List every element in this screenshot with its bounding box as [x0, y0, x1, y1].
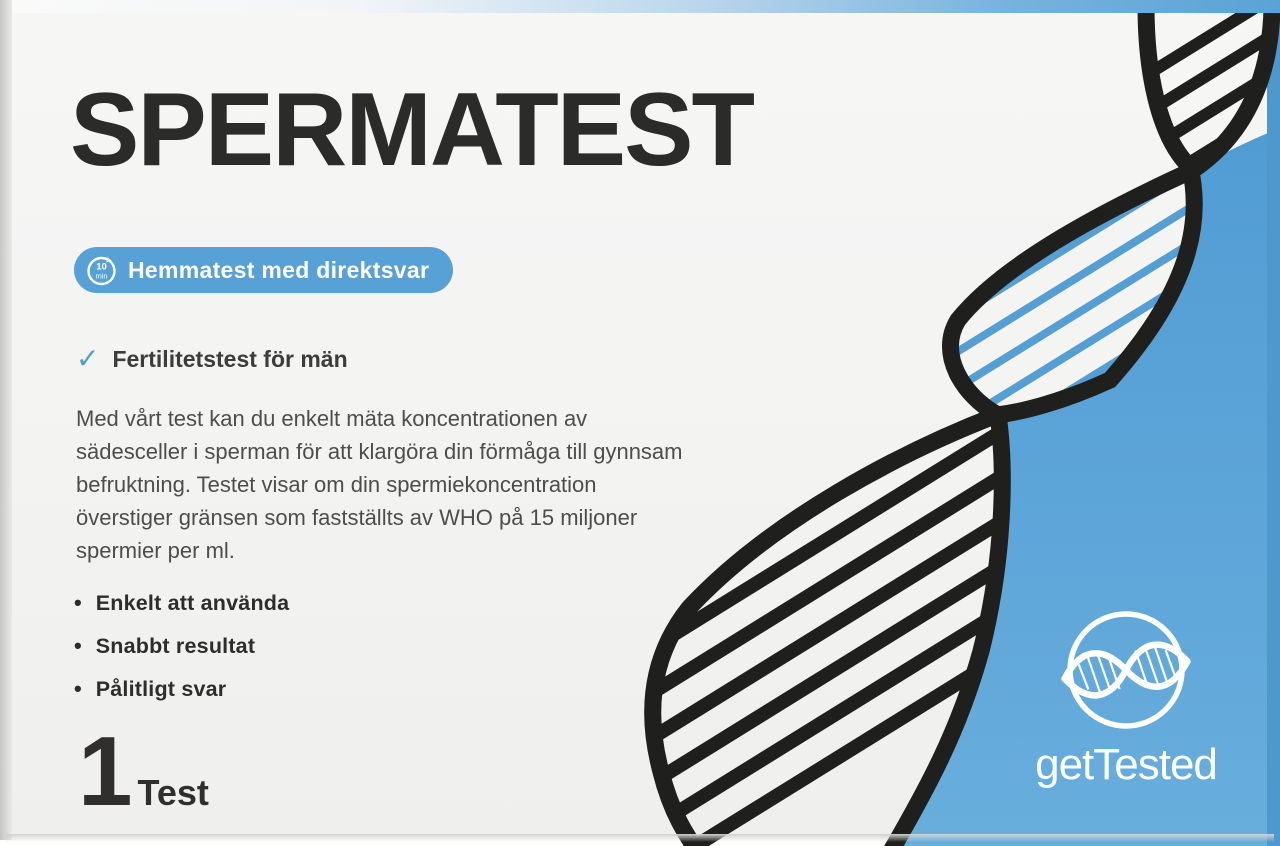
brand-wordmark: getTested [1035, 740, 1217, 789]
box-bottom-shadow [6, 834, 1274, 842]
svg-text:10: 10 [96, 261, 107, 272]
feature-item: • Pålitligt svar [74, 676, 227, 701]
bullet-icon: • [74, 676, 82, 701]
timer-icon [85, 254, 118, 287]
product-subtitle [76, 345, 348, 373]
product-description: Med vårt test kan du enkelt mäta koncentrationen av sädesceller i sperman för att klargöra din förmåga till gynnsam befruktning. Testet visar om din spermiekoncentration överstiger gränsen som fastställts av WHO på 15 miljoner spermier per ml. [76, 406, 683, 563]
feature-badge [74, 247, 453, 293]
bullet-icon: • [74, 590, 82, 615]
product-title: SPERMATEST [70, 72, 754, 188]
feature-item: • Snabbt resultat [74, 633, 256, 658]
dna-circle-icon [1058, 608, 1194, 738]
subtitle-text: Fertilitetstest för män [112, 345, 348, 372]
test-count-number: 1 [78, 716, 133, 826]
bullet-icon: • [74, 633, 82, 658]
test-count [78, 716, 209, 826]
svg-text:min: min [95, 271, 108, 280]
badge-label: Hemmatest med direktsvar [128, 256, 430, 283]
test-count-unit: Test [137, 772, 209, 813]
box-right-edge [1267, 13, 1280, 846]
feature-item: • Enkelt att använda [74, 590, 290, 615]
box-left-edge [0, 0, 12, 840]
check-icon: ✓ [76, 343, 100, 374]
feature-list [74, 590, 289, 719]
box-top-edge [0, 0, 1280, 13]
brand-logo-block [1018, 608, 1234, 790]
